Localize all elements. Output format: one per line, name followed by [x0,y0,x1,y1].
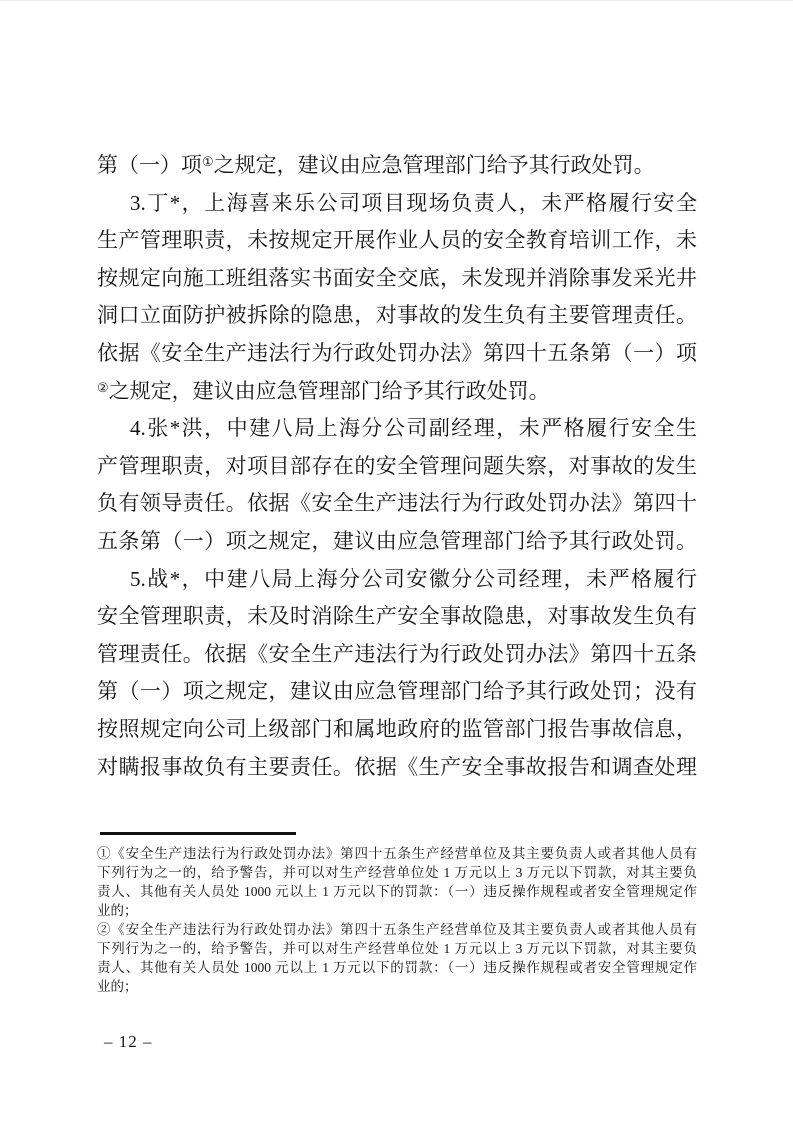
text-run: 之规定，建议由应急管理部门给予其行政处罚。 [213,153,655,177]
body-line [97,711,697,749]
footnote-line [97,844,697,863]
body-line [97,485,697,523]
body-line [97,636,697,674]
text-run: 五条第（一）项之规定，建议由应急管理部门给予其行政处罚。 [97,528,697,553]
body-line [97,749,697,787]
body-line [97,373,697,411]
body-line [97,410,697,448]
text-run: 按照规定向公司上级部门和属地政府的监管部门报告事故信息， [97,716,697,741]
body-line [97,673,697,711]
body-line [97,297,697,335]
text-run: 洞口立面防护被拆除的隐患，对事故的发生负有主要管理责任。 [97,303,697,328]
body-line [97,448,697,486]
body-line [97,598,697,636]
body-line [97,147,697,185]
footnotes [97,844,697,996]
text-run: ①《安全生产违法行为行政处罚办法》第四十五条生产经营单位及其主要负责人或者其他人员有 [97,846,697,861]
page-number: – 12 – [104,1032,153,1051]
text-run: 依据《安全生产违法行为行政处罚办法》第四十五条第（一）项 [97,340,697,365]
text-run: 产管理职责，对项目部存在的安全管理问题失察，对事故的发生 [97,453,697,478]
text-run: 4.张*洪，中建八局上海分公司副经理，未严格履行安全生 [130,416,697,441]
footnote-line [97,901,697,920]
text-run: 5.战*，中建八局上海分公司安徽分公司经理，未严格履行 [130,566,697,591]
body-line [97,335,697,373]
text-run: 对瞒报事故负有主要责任。依据《生产安全事故报告和调查处理 [97,754,697,779]
text-run: 第（一）项之规定，建议由应急管理部门给予其行政处罚；没有 [97,679,697,704]
footnote-line [97,882,697,901]
text-run: 负有领导责任。依据《安全生产违法行为行政处罚办法》第四十 [97,491,697,516]
text-run: 业的； [97,903,138,918]
body-text [97,147,697,786]
text-run: 第（一）项 [97,153,202,177]
text-run: 安全管理职责，未及时消除生产安全事故隐患，对事故发生负有 [97,604,697,629]
body-line [97,222,697,260]
text-run: 下列行为之一的，给予警告，并可以对生产经营单位处 1 万元以上 3 万元以下罚款，对其主要负 [97,941,697,956]
footnote-ref-marker: ② [97,379,109,395]
text-run: 之规定，建议由应急管理部门给予其行政处罚。 [108,378,550,403]
footnote-ref-marker: ① [202,154,214,169]
text-run: 生产管理职责，未按规定开展作业人员的安全教育培训工作，未 [97,228,697,253]
footnote-line [97,939,697,958]
footnote-line [97,863,697,882]
text-run: 按规定向施工班组落实书面安全交底，未发现并消除事发采光井 [97,265,697,290]
text-run: 责人、其他有关人员处 1000 元以上 1 万元以下的罚款：（一）违反操作规程或者安全管理规定作 [97,960,697,975]
body-line [97,260,697,298]
footnote-line [97,977,697,996]
body-line [97,561,697,599]
text-run: 责人、其他有关人员处 1000 元以上 1 万元以下的罚款：（一）违反操作规程或者安全管理规定作 [97,884,697,899]
text-run: 下列行为之一的，给予警告，并可以对生产经营单位处 1 万元以上 3 万元以下罚款，对其主要负 [97,865,697,880]
footnote-line [97,920,697,939]
text-run: ②《安全生产违法行为行政处罚办法》第四十五条生产经营单位及其主要负责人或者其他人员有 [97,922,697,937]
footnote-line [97,958,697,977]
body-line [97,185,697,223]
body-line [97,523,697,561]
text-run: 管理责任。依据《安全生产违法行为行政处罚办法》第四十五条 [97,641,697,666]
text-run: 3.丁*，上海喜来乐公司项目现场负责人，未严格履行安全 [130,190,697,215]
text-run: 业的； [97,979,138,994]
footnote-separator [100,832,296,835]
